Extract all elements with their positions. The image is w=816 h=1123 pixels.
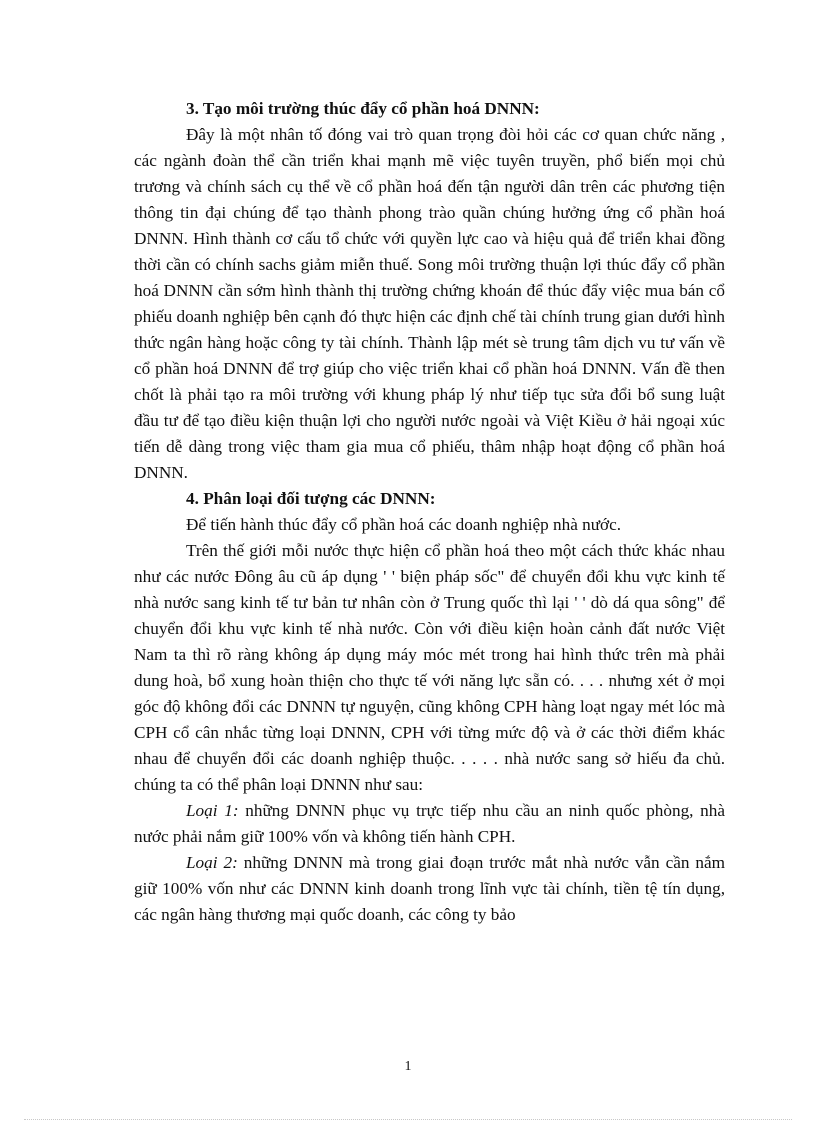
type-1-text: những DNNN phục vụ trực tiếp nhu cầu an ninh quốc phòng, nhà nước phải nắm giữ 100% vốn và không tiến hành CPH. [134, 801, 725, 846]
section-4-intro: Để tiến hành thúc đẩy cổ phần hoá các doanh nghiệp nhà nước. [186, 515, 622, 534]
type-1-label: Loại 1: [186, 801, 239, 820]
page-number: 1 [404, 1059, 412, 1074]
document-body [134, 96, 725, 928]
type-2-label: Loại 2: [186, 853, 238, 872]
section-3-paragraph: Đây là một nhân tố đóng vai trò quan trọng đòi hỏi các cơ quan chức năng , các ngành đoàn thể cần triển khai mạnh mẽ việc tuyên truyền, phổ biến mọi chủ trương và chính sách cụ thể về cổ phần hoá đến tận người dân trên các phương tiện thông tin đại chúng để tạo thành phong trào quần chúng hưởng ứng cổ phần hoá DNNN. Hình thành cơ cấu tổ chức với quyền lực cao và hiệu quả để triển khai đồng thời cần có chính sachs giảm miễn thuế. Song môi trường thuận lợi thúc đẩy cổ phần hoá DNNN cần sớm hình thành thị trường chứng khoán để thúc đẩy việc mua bán cổ phiếu doanh nghiệp bên cạnh đó thực hiện các định chế tài chính trung gian dưới hình thức ngân hàng hoặc công ty tài chính. Thành lập mét sè trung tâm dịch vu tư vấn về cổ phần hoá DNNN để trợ giúp cho việc triển khai cổ phần hoá DNNN. Vấn đề then chốt là phải tạo ra môi trường với khung pháp lý như tiếp tục sửa đổi bổ sung luật đầu tư để tạo điều kiện thuận lợi cho người nước ngoài và Việt Kiều ở hải ngoại xúc tiến dễ dàng trong việc tham gia mua cổ phiếu, thâm nhập hoạt động cổ phần hoá DNNN. [134, 125, 725, 482]
page-bottom-border [24, 1119, 792, 1120]
type-2-text: những DNNN mà trong giai đoạn trước mắt nhà nước vẫn cần nắm giữ 100% vốn như các DNNN kinh doanh trong lĩnh vực tài chính, tiền tệ tín dụng, các ngân hàng thương mại quốc doanh, các công ty bảo [134, 853, 725, 924]
type-2-paragraph [134, 850, 725, 928]
section-3-heading: 3. Tạo môi trường thúc đẩy cổ phần hoá DNNN: [186, 99, 540, 118]
section-4-heading: 4. Phân loại đối tượng các DNNN: [186, 489, 436, 508]
section-4-paragraph: Trên thế giới mỗi nước thực hiện cổ phần hoá theo một cách thức khác nhau như các nước Đông âu cũ áp dụng ' ' biện pháp sốc" để chuyển đổi khu vực kinh tế nhà nước sang kinh tế tư bản tư nhân còn ở Trung quốc thì lại ' ' dò dá qua sông" để chuyển đổi khu vực kinh tế nhà nước. Còn với điều kiện hoàn cảnh đất nước Việt Nam ta thì rõ ràng không áp dụng máy móc mét trong hai hình thức trên mà phải dung hoà, bổ xung hoàn thiện cho thực tế với năng lực sẵn có. . . . nhưng xét ở mọi góc độ không đổi các DNNN tự nguyện, cũng không CPH hàng loạt ngay mét lóc mà CPH cổ cân nhắc từng loại DNNN, CPH với từng mức độ và ở các thời điểm khác nhau để chuyển đổi các doanh nghiệp thuộc. . . . . nhà nước sang sở hiếu đa chủ. chúng ta có thể phân loại DNNN như sau: [134, 541, 725, 794]
type-1-paragraph [134, 798, 725, 850]
